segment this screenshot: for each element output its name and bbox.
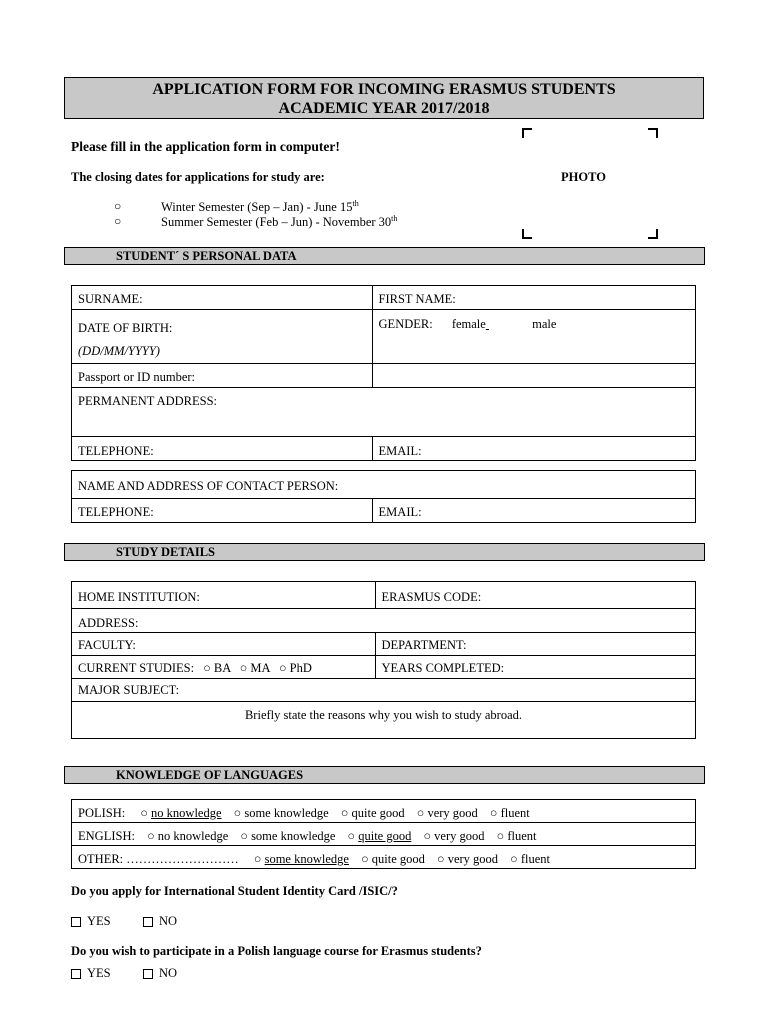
study-details-header: STUDY DETAILS (64, 543, 705, 561)
option-label: quite good (371, 852, 425, 866)
option-label: some knowledge (264, 852, 349, 866)
telephone-field[interactable]: TELEPHONE: (72, 437, 373, 461)
reasons-field[interactable]: Briefly state the reasons why you wish to study abroad. (72, 702, 696, 739)
isic-question: Do you apply for International Student Identity Card /ISIC/? (71, 884, 398, 898)
erasmus-code-field[interactable]: ERASMUS CODE: (375, 582, 695, 609)
email-field[interactable]: EMAIL: (372, 437, 695, 461)
polish-course-question: Do you wish to participate in a Polish language course for Erasmus students? (71, 944, 482, 958)
radio-icon: ○ (147, 829, 155, 843)
option-label: some knowledge (244, 806, 329, 820)
contact-name-address-field[interactable]: NAME AND ADDRESS OF CONTACT PERSON: (72, 471, 696, 499)
radio-icon: ○ (253, 852, 262, 866)
photo-corner-tr (648, 128, 658, 138)
dob-label: DATE OF BIRTH: (78, 321, 173, 335)
option-label: quite good (351, 806, 405, 820)
photo-corner-br (648, 229, 658, 239)
option-label: no knowledge (157, 829, 229, 843)
winter-semester (161, 199, 359, 215)
checkbox-icon (71, 969, 81, 979)
form-title: APPLICATION FORM FOR INCOMING ERASMUS STUDENTS (152, 81, 616, 98)
personal-data-table (71, 285, 696, 461)
languages-table (71, 799, 696, 869)
radio-icon: ○ (240, 829, 248, 843)
english-no-knowledge[interactable] (147, 829, 228, 843)
english-label: ENGLISH: (78, 829, 135, 843)
radio-icon: ○ (361, 852, 369, 866)
summer-semester (161, 214, 397, 230)
option-ba[interactable]: ○ BA (203, 661, 231, 675)
winter-sup: th (352, 199, 359, 208)
yes-label: YES (87, 966, 111, 980)
gender-field (372, 310, 695, 364)
english-fluent[interactable] (497, 829, 537, 843)
radio-icon: ○ (496, 829, 505, 843)
option-ma[interactable]: ○ MA (239, 661, 270, 675)
english-quite-good[interactable] (348, 829, 412, 843)
english-row (72, 823, 696, 846)
polish-row (72, 800, 696, 823)
radio-icon: ○ (437, 852, 445, 866)
contact-person-table (71, 470, 696, 523)
bullet-summer: ○ (114, 214, 122, 228)
course-yes[interactable] (71, 966, 111, 981)
contact-email-field[interactable]: EMAIL: (372, 499, 695, 523)
option-label: very good (427, 806, 478, 820)
checkbox-icon (143, 969, 153, 979)
current-studies-label: CURRENT STUDIES: (78, 661, 195, 675)
option-label: fluent (507, 829, 537, 843)
study-details-table (71, 581, 696, 739)
female-blank (486, 317, 489, 331)
photo-label: PHOTO (561, 170, 606, 184)
winter-semester-text: Winter Semester (Sep – Jan) - June 15 (161, 200, 353, 215)
passport-value[interactable] (372, 364, 695, 388)
option-phd[interactable]: ○ PhD (278, 661, 312, 675)
other-very-good[interactable] (437, 852, 498, 866)
polish-fluent[interactable] (490, 806, 530, 820)
course-no[interactable] (143, 966, 177, 981)
radio-icon: ○ (233, 806, 242, 820)
passport-field[interactable]: Passport or ID number: (72, 364, 373, 388)
academic-year: ACADEMIC YEAR 2017/2018 (278, 100, 490, 117)
english-very-good[interactable] (423, 829, 484, 843)
polish-label: POLISH: (78, 806, 126, 820)
option-label: some knowledge (251, 829, 336, 843)
major-subject-field[interactable]: MAJOR SUBJECT: (72, 679, 696, 702)
first-name-field[interactable]: FIRST NAME: (372, 286, 695, 310)
polish-quite-good[interactable] (341, 806, 405, 820)
no-label: NO (159, 966, 178, 980)
photo-corner-bl (522, 229, 532, 239)
other-some-knowledge[interactable] (254, 852, 349, 866)
photo-corner-tl (522, 128, 532, 138)
bullet-winter: ○ (114, 199, 122, 213)
radio-icon: ○ (416, 806, 425, 820)
faculty-field[interactable]: FACULTY: (72, 633, 376, 656)
languages-header: KNOWLEDGE OF LANGUAGES (64, 766, 705, 784)
fill-note: Please fill in the application form in computer! (71, 139, 340, 154)
option-label: quite good (358, 829, 412, 843)
gender-label: GENDER: (378, 317, 433, 331)
isic-no[interactable] (143, 914, 177, 929)
radio-icon: ○ (140, 806, 148, 820)
gender-female[interactable]: female (451, 317, 486, 331)
years-completed-field[interactable]: YEARS COMPLETED: (375, 656, 695, 679)
radio-icon: ○ (489, 806, 498, 820)
option-label: fluent (500, 806, 530, 820)
other-quite-good[interactable] (361, 852, 425, 866)
option-label: no knowledge (151, 806, 222, 820)
checkbox-icon (71, 917, 81, 927)
dob-field[interactable] (72, 310, 373, 364)
other-label[interactable]: OTHER: ……………………… (78, 852, 239, 866)
contact-telephone-field[interactable]: TELEPHONE: (72, 499, 373, 523)
yes-label: YES (87, 914, 111, 928)
current-studies-field (72, 656, 376, 679)
polish-no-knowledge[interactable] (140, 806, 221, 820)
other-fluent[interactable] (510, 852, 550, 866)
personal-data-header: STUDENT´ S PERSONAL DATA (64, 247, 705, 265)
other-row (72, 846, 696, 869)
polish-some-knowledge[interactable] (234, 806, 329, 820)
surname-field[interactable]: SURNAME: (72, 286, 373, 310)
option-label: very good (447, 852, 499, 866)
form-title-box (64, 77, 704, 119)
checkbox-icon (143, 917, 153, 927)
summer-sup: th (391, 214, 398, 223)
option-label: fluent (520, 852, 551, 866)
radio-icon: ○ (340, 806, 349, 820)
summer-semester-text: Summer Semester (Feb – Jun) - November 30 (161, 215, 392, 230)
isic-yes[interactable] (71, 914, 111, 929)
gender-male[interactable]: male (532, 317, 557, 331)
closing-dates-text: The closing dates for applications for study are: (71, 170, 325, 184)
permanent-address-field[interactable]: PERMANENT ADDRESS: (72, 388, 696, 437)
department-field[interactable]: DEPARTMENT: (375, 633, 695, 656)
english-some-knowledge[interactable] (240, 829, 335, 843)
radio-icon: ○ (347, 829, 356, 843)
option-label: very good (434, 829, 485, 843)
dob-format: (DD/MM/YYYY) (78, 344, 160, 358)
no-label: NO (159, 914, 178, 928)
polish-very-good[interactable] (417, 806, 478, 820)
home-institution-field[interactable]: HOME INSTITUTION: (72, 582, 376, 609)
radio-icon: ○ (510, 852, 518, 866)
institution-address-field[interactable]: ADDRESS: (72, 609, 696, 633)
radio-icon: ○ (423, 829, 432, 843)
